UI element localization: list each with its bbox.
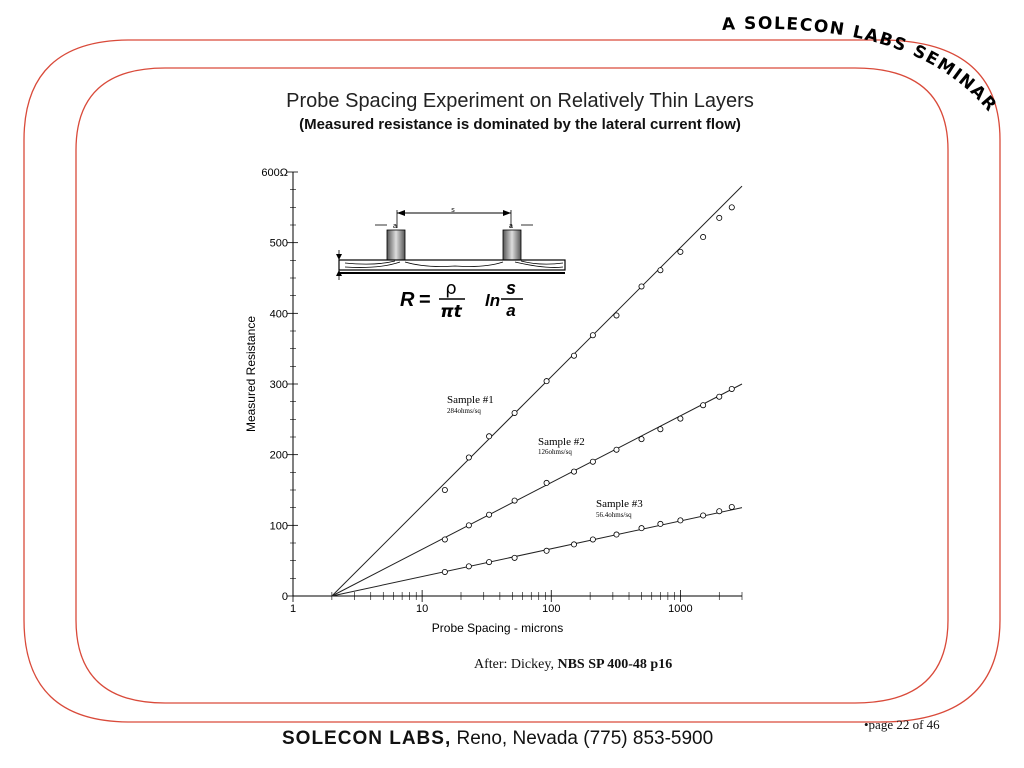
data-point-s1 — [701, 234, 706, 239]
data-point-s1 — [442, 487, 447, 492]
data-point-s3 — [639, 526, 644, 531]
x-tick-label: 1 — [289, 603, 297, 615]
formula-equals: = — [419, 289, 431, 311]
data-point-s3 — [442, 569, 447, 574]
footer-contact: Reno, Nevada (775) 853-5900 — [451, 728, 714, 749]
probe-right-label: a — [509, 223, 513, 230]
series-label-1: Sample #1 — [447, 394, 494, 406]
probe-right — [503, 230, 521, 260]
footer-brand: SOLECON LABS, — [282, 728, 452, 749]
data-point-s1 — [729, 205, 734, 210]
data-point-s1 — [717, 215, 722, 220]
x-axis-label: Probe Spacing - microns — [431, 621, 564, 635]
data-point-s1 — [658, 268, 663, 273]
data-point-s3 — [512, 555, 517, 560]
data-point-s1 — [486, 434, 491, 439]
data-point-s1 — [590, 333, 595, 338]
x-tick-label: 100 — [542, 603, 561, 615]
series-value-label-1: 284ohms/sq — [447, 407, 481, 415]
footer — [282, 728, 713, 750]
data-point-s1 — [614, 313, 619, 318]
y-tick-label: 200 — [269, 449, 288, 462]
data-point-s3 — [544, 548, 549, 553]
data-point-s2 — [571, 469, 576, 474]
data-point-s2 — [590, 459, 595, 464]
data-point-s3 — [571, 542, 576, 547]
data-point-s2 — [614, 447, 619, 452]
data-point-s3 — [701, 513, 706, 518]
data-point-s1 — [544, 379, 549, 384]
data-point-s2 — [701, 403, 706, 408]
formula-rho: ρ — [445, 278, 457, 299]
probe-left-label: a — [393, 223, 397, 230]
data-point-s3 — [486, 559, 491, 564]
data-point-s3 — [658, 521, 663, 526]
data-point-s3 — [614, 532, 619, 537]
y-tick-label: 300 — [269, 379, 288, 391]
x-tick-label: 10 — [416, 603, 429, 615]
data-point-s2 — [717, 394, 722, 399]
data-point-s3 — [466, 564, 471, 569]
y-tick-label: 100 — [269, 520, 288, 533]
resistance-chart — [240, 155, 760, 645]
formula-pi-t: πt — [440, 302, 462, 322]
source-credit — [474, 657, 672, 673]
data-point-s1 — [466, 455, 471, 460]
series-value-label-2: 126ohms/sq — [538, 448, 572, 456]
series-label-3: Sample #3 — [596, 498, 643, 510]
y-tick-label: 500 — [269, 237, 288, 250]
data-point-s2 — [678, 416, 683, 421]
slide-subtitle: (Measured resistance is dominated by the lateral current flow) — [299, 116, 741, 133]
data-point-s2 — [544, 480, 549, 485]
data-point-s2 — [442, 537, 447, 542]
data-point-s3 — [717, 509, 722, 514]
y-tick-label: 0 — [281, 591, 288, 603]
page-number: •page 22 of 46 — [864, 717, 940, 732]
slide-title: Probe Spacing Experiment on Relatively Thin Layers — [286, 90, 754, 112]
credit-reference: NBS SP 400-48 p16 — [557, 657, 673, 672]
data-point-s2 — [658, 427, 663, 432]
y-axis-label: Measured Resistance — [244, 315, 258, 433]
data-point-s1 — [571, 353, 576, 358]
data-point-s2 — [486, 512, 491, 517]
data-point-s2 — [729, 386, 734, 391]
formula-a: a — [506, 301, 516, 320]
data-point-s3 — [678, 518, 683, 523]
series-value-label-3: 56.4ohms/sq — [596, 511, 632, 519]
data-point-s3 — [590, 537, 595, 542]
y-tick-label: 600Ω — [261, 167, 288, 179]
x-tick-label: 1000 — [668, 603, 693, 615]
y-tick-label: 400 — [269, 308, 288, 321]
data-point-s2 — [466, 523, 471, 528]
data-point-s2 — [512, 498, 517, 503]
formula-ln: ln — [485, 291, 501, 310]
probe-left — [387, 230, 405, 260]
credit-prefix: After: Dickey, — [474, 657, 558, 672]
data-point-s2 — [639, 437, 644, 442]
data-point-s1 — [678, 249, 683, 254]
series-label-2: Sample #2 — [538, 436, 585, 448]
data-point-s1 — [639, 284, 644, 289]
data-point-s3 — [729, 504, 734, 509]
spacing-label: s — [451, 207, 455, 214]
seminar-banner: A SOLECON LABS SEMINAR — [721, 13, 1001, 117]
formula-s: s — [505, 278, 517, 298]
data-point-s1 — [512, 410, 517, 415]
formula-R: R — [400, 289, 415, 311]
